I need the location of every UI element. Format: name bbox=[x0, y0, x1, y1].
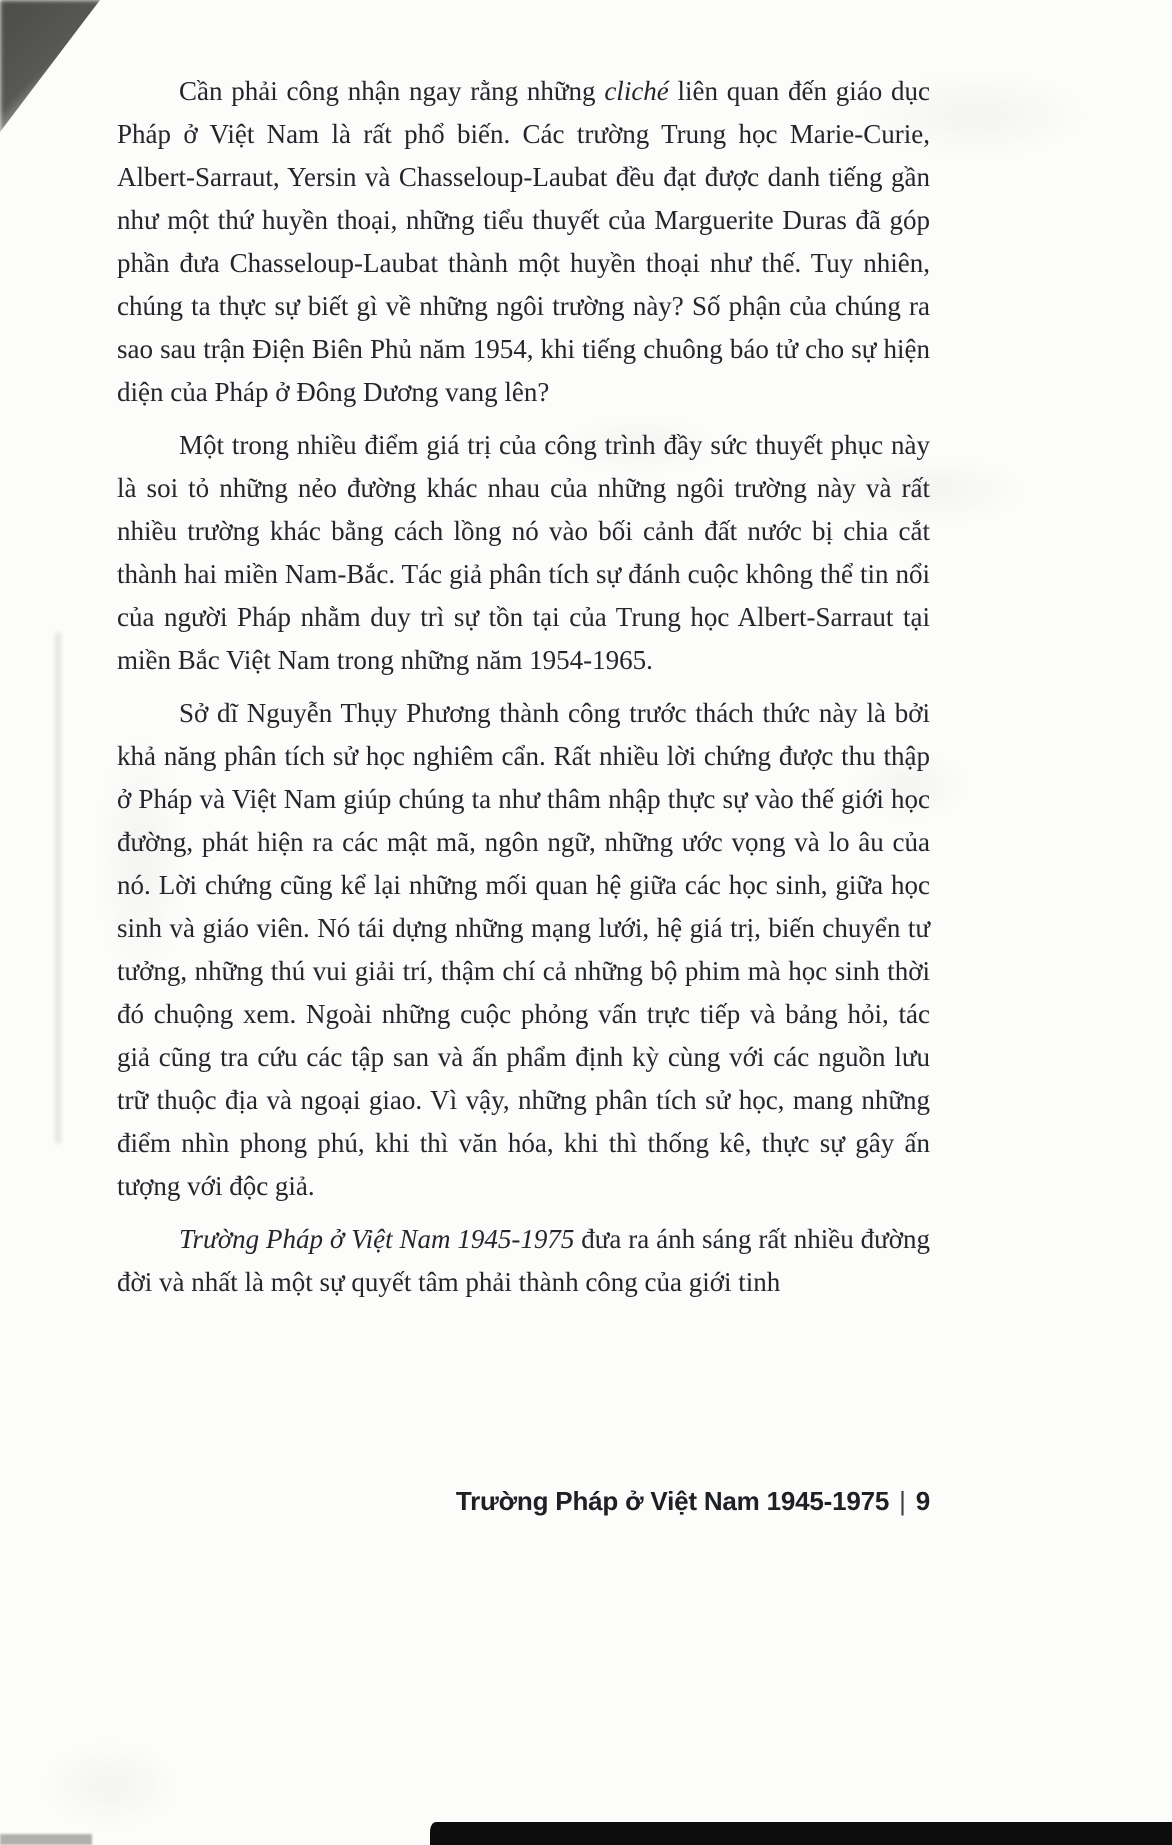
italic-text: cliché bbox=[604, 76, 669, 106]
page-footer bbox=[117, 1486, 930, 1517]
italic-text: Trường Pháp ở Việt Nam 1945-1975 bbox=[179, 1224, 575, 1254]
page-corner-shadow bbox=[0, 0, 110, 140]
scan-streak bbox=[55, 632, 61, 1144]
paragraph bbox=[117, 1218, 930, 1304]
footer-page-number: 9 bbox=[915, 1486, 930, 1516]
paragraph bbox=[117, 424, 930, 682]
footer-book-title: Trường Pháp ở Việt Nam 1945-1975 bbox=[455, 1486, 890, 1516]
text-block bbox=[117, 70, 930, 1314]
scan-edge-bar bbox=[430, 1822, 1172, 1845]
paragraph bbox=[117, 70, 930, 414]
body-text: đưa ra ánh sáng rất nhiều đường đời và nhất là một sự quyết tâm phải thành công của giới tinh bbox=[117, 1224, 930, 1297]
scan-edge-sliver bbox=[0, 1834, 92, 1845]
body-text: Cần phải công nhận ngay rằng những bbox=[179, 76, 605, 106]
body-text: Một trong nhiều điểm giá trị của công trình đầy sức thuyết phục này là soi tỏ những nẻo đường khác nhau của những ngôi trường này và rất nhiều trường khác bằng cách lồng nó vào bối cảnh đất nước bị chia cắt thành hai miền Nam-Bắc. Tác giả phân tích sự đánh cuộc không thể tin nổi của người Pháp nhằm duy trì sự tồn tại của Trung học Albert-Sarraut tại miền Bắc Việt Nam trong những năm 1954-1965. bbox=[117, 430, 930, 675]
body-text: Sở dĩ Nguyễn Thụy Phương thành công trước thách thức này là bởi khả năng phân tích sử học nghiêm cẩn. Rất nhiều lời chứng được thu thập ở Pháp và Việt Nam giúp chúng ta như thâm nhập thực sự vào thế giới học đường, phát hiện ra các mật mã, ngôn ngữ, những ước vọng và lo âu của nó. Lời chứng cũng kể lại những mối quan hệ giữa các học sinh, giữa học sinh và giáo viên. Nó tái dựng những mạng lưới, hệ giá trị, biến chuyển tư tưởng, những thú vui giải trí, thậm chí cả những bộ phim mà học sinh thời đó chuộng xem. Ngoài những cuộc phỏng vấn trực tiếp và bảng hỏi, tác giả cũng tra cứu các tập san và ấn phẩm định kỳ cùng với các nguồn lưu trữ thuộc địa và ngoại giao. Vì vậy, những phân tích sử học, mang những điểm nhìn phong phú, khi thì văn hóa, khi thì thống kê, thực sự gây ấn tượng với độc giả. bbox=[117, 698, 930, 1201]
paragraph bbox=[117, 692, 930, 1208]
scan-smudge bbox=[40, 1740, 180, 1830]
footer-separator: | bbox=[899, 1486, 906, 1516]
body-text: liên quan đến giáo dục Pháp ở Việt Nam là rất phổ biến. Các trường Trung học Marie-Curie, Albert-Sarraut, Yersin và Chasseloup-Laubat đều đạt được danh tiếng gần như một thứ huyền thoại, những tiểu thuyết của Marguerite Duras đã góp phần đưa Chasseloup-Laubat thành một huyền thoại như thế. Tuy nhiên, chúng ta thực sự biết gì về những ngôi trường này? Số phận của chúng ra sao sau trận Điện Biên Phủ năm 1954, khi tiếng chuông báo tử cho sự hiện diện của Pháp ở Đông Dương vang lên? bbox=[117, 76, 930, 407]
